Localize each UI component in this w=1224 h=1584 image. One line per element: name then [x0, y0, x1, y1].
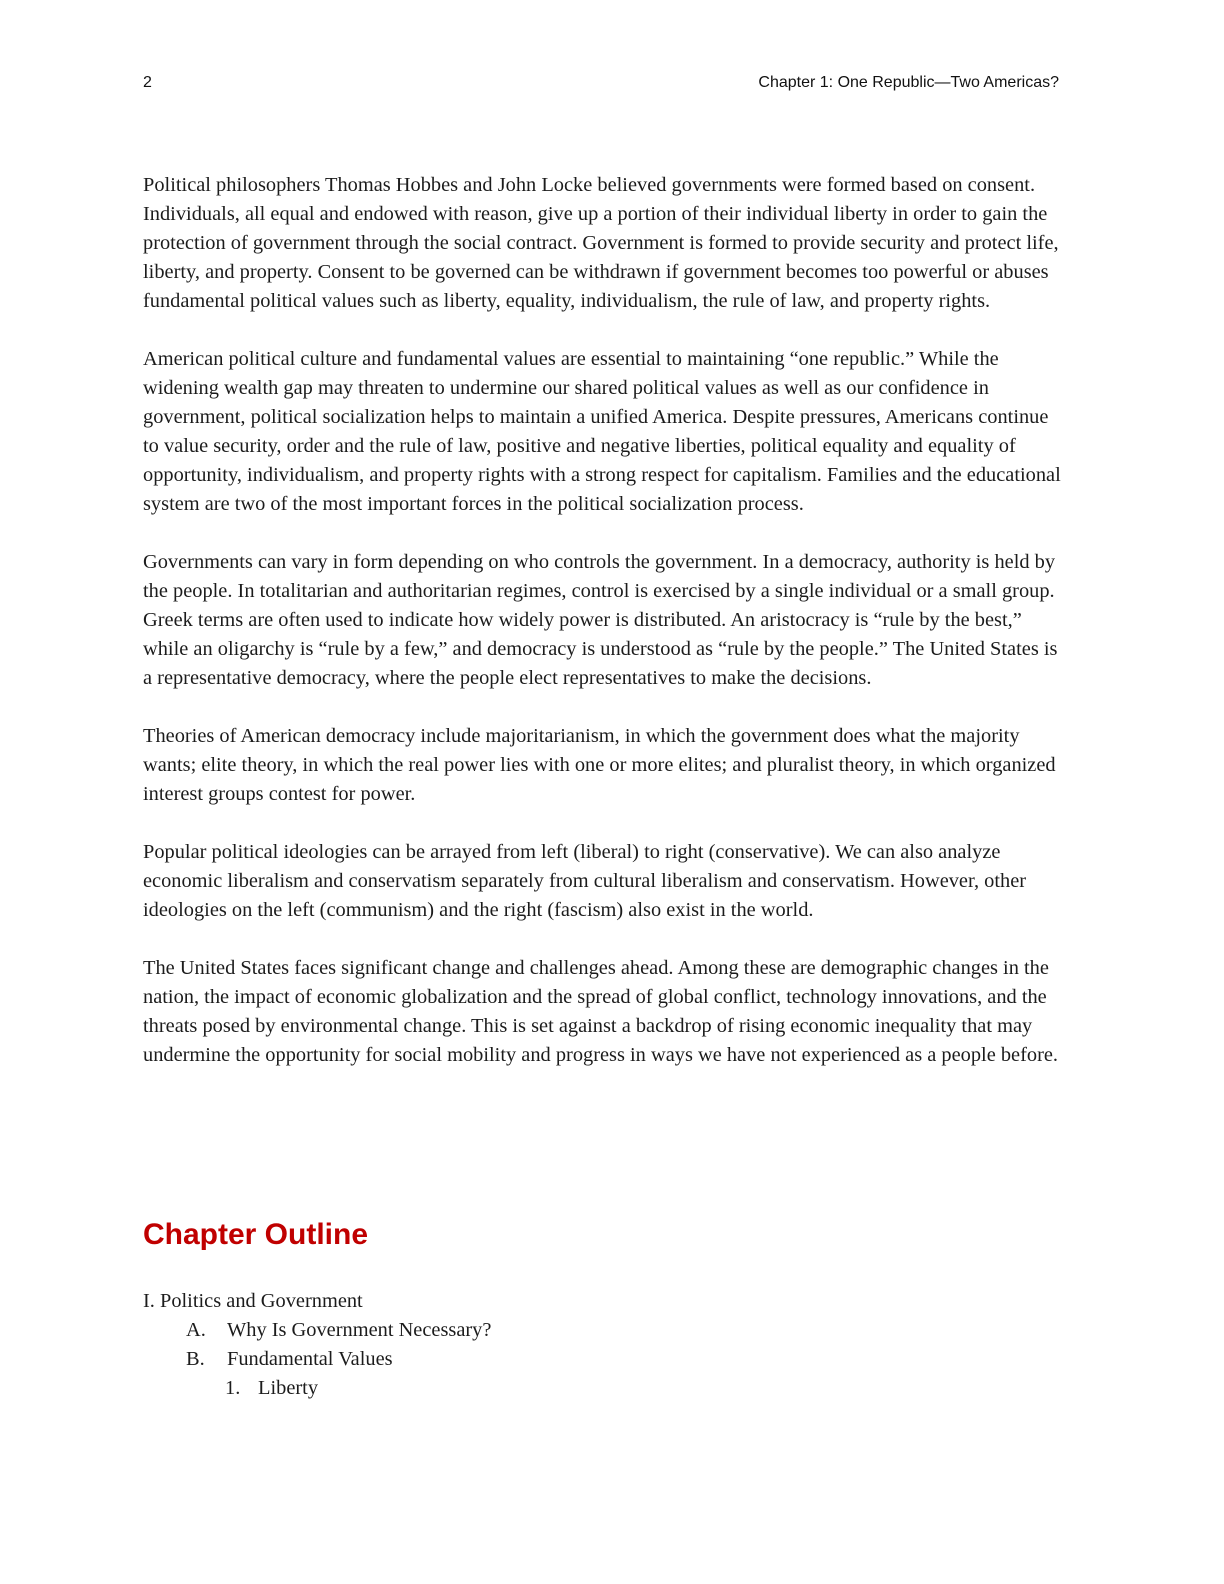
outline-item-label: I. Politics and Government	[143, 1290, 363, 1312]
outline-item	[143, 1374, 1043, 1403]
body-text	[143, 171, 1065, 1099]
outline-item	[143, 1287, 1043, 1316]
chapter-outline	[143, 1287, 1043, 1403]
paragraph: The United States faces significant change and challenges ahead. Among these are demographic changes in the nation, the impact of economic globalization and the spread of global conflict, technology innovations, and the threats posed by environmental change. This is set against a backdrop of rising economic inequality that may undermine the opportunity for social mobility and progress in ways we have not experienced as a people before.	[143, 957, 1059, 1066]
paragraph: American political culture and fundamental values are essential to maintaining “one republic.” While the widening wealth gap may threaten to undermine our shared political values as well as our confidence in government, political socialization helps to maintain a unified America. Despite pressures, Americans continue to value security, order and the rule of law, positive and negative liberties, political equality and equality of opportunity, individualism, and property rights with a strong respect for capitalism. Families and the educational system are two of the most important forces in the political socialization process.	[143, 348, 1061, 515]
paragraph: Popular political ideologies can be arrayed from left (liberal) to right (conservative). We can also analyze economic liberalism and conservatism separately from cultural liberalism and conservatism. However, other ideologies on the left (communism) and the right (fascism) also exist in the world.	[143, 841, 1027, 921]
paragraph: Theories of American democracy include majoritarianism, in which the government does what the majority wants; elite theory, in which the real power lies with one or more elites; and pluralist theory, in which organized interest groups contest for power.	[143, 725, 1056, 805]
outline-item-marker: A.	[186, 1319, 206, 1341]
section-heading: Chapter Outline	[143, 1218, 369, 1251]
paragraph: Governments can vary in form depending on who controls the government. In a democracy, authority is held by the people. In totalitarian and authoritarian regimes, control is exercised by a single individual or a small group. Greek terms are often used to indicate how widely power is distributed. An aristocracy is “rule by the best,” while an oligarchy is “rule by a few,” and democracy is understood as “rule by the people.” The United States is a representative democracy, where the people elect representatives to make the decisions.	[143, 551, 1058, 689]
outline-item-label: Fundamental Values	[227, 1348, 393, 1370]
running-head: Chapter 1: One Republic—Two Americas?	[758, 74, 1059, 91]
page-header	[143, 74, 1059, 98]
outline-item-label: Liberty	[258, 1377, 319, 1399]
outline-item	[143, 1345, 1043, 1374]
outline-item-label: Why Is Government Necessary?	[227, 1319, 492, 1341]
outline-item	[143, 1316, 1043, 1345]
page-number: 2	[143, 74, 152, 91]
outline-item-marker: 1.	[225, 1377, 241, 1399]
paragraph: Political philosophers Thomas Hobbes and John Locke believed governments were formed based on consent. Individuals, all equal and endowed with reason, give up a portion of their individual liberty in order to gain the protection of government through the social contract. Government is formed to provide security and protect life, liberty, and property. Consent to be governed can be withdrawn if government becomes too powerful or abuses fundamental political values such as liberty, equality, individualism, the rule of law, and property rights.	[143, 174, 1059, 312]
outline-item-marker: B.	[186, 1348, 205, 1370]
